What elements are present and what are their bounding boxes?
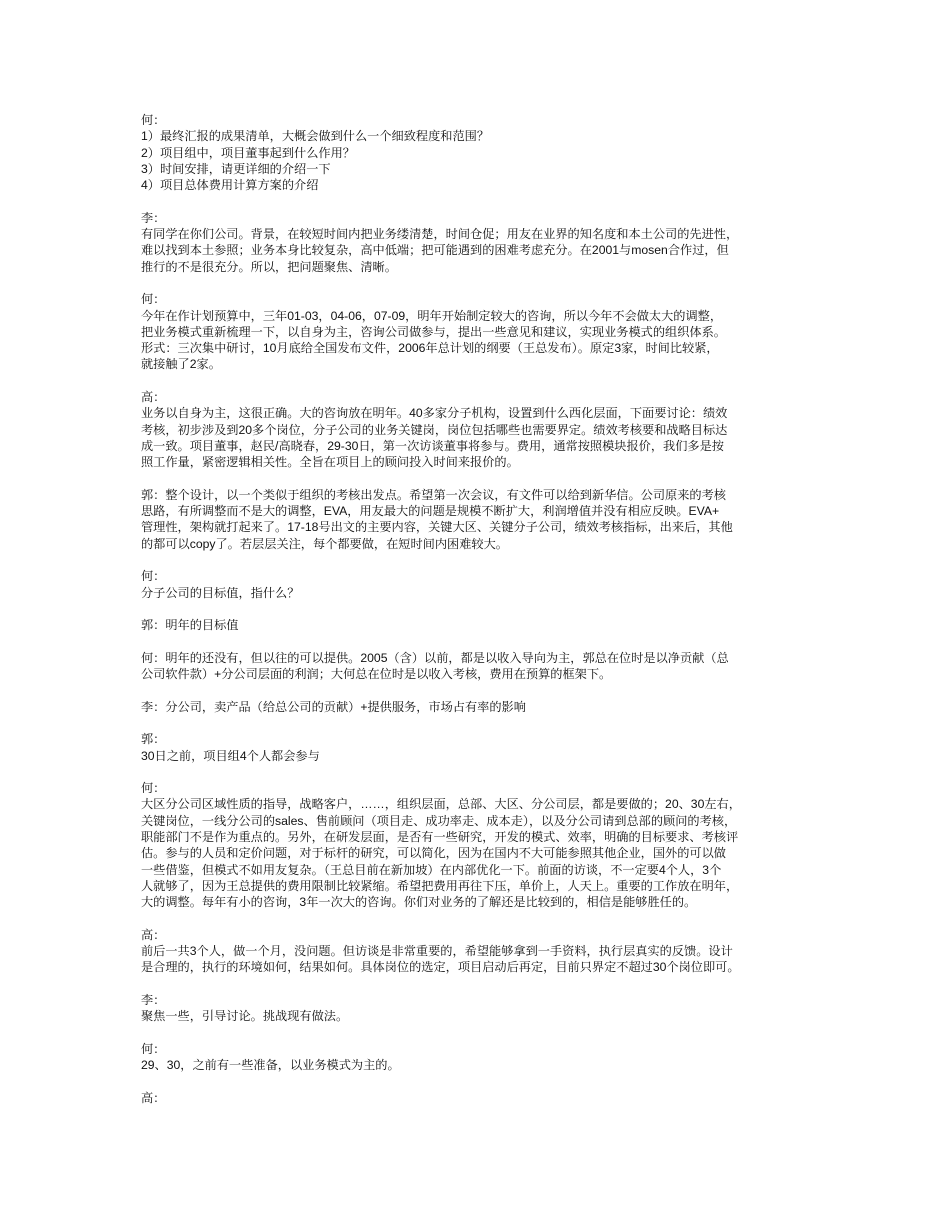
- speaker-label: 高：: [141, 1090, 166, 1105]
- text-line: 郭：整个设计，以一个类似于组织的考核出发点。希望第一次会议，有文件可以给到新华信。公司原来的考核: [141, 487, 726, 502]
- speech-block: [141, 927, 826, 976]
- speaker-label: 何：: [141, 1041, 166, 1056]
- text-line: 3）时间安排，请更详细的介绍一下: [141, 161, 331, 176]
- text-line: 照工作量，紧密逻辑相关性。全旨在项目上的顾问投入时间来报价的。: [141, 455, 519, 470]
- speech-block: [141, 1041, 826, 1074]
- text-line: 一些借鉴，但模式不如用友复杂。（王总目前在新加坡）在内部优化一下。前面的访谈，不一定要4个人，3个: [141, 862, 722, 877]
- speaker-label: 何：: [141, 292, 166, 307]
- text-line: 业务以自身为主，这很正确。大的咨询放在明年。40多家分子机构，设置到什么西化层面，下面要讨论：绩效: [141, 406, 728, 421]
- text-line: 难以找到本土参照；业务本身比较复杂，高中低端；把可能遇到的困难考虑充分。在2001与mosen合作过，但: [141, 243, 729, 258]
- text-line: 就接触了2家。: [141, 357, 221, 372]
- speech-block: [141, 780, 826, 910]
- text-line: 何：明年的还没有，但以往的可以提供。2005（含）以前，都是以收入导向为主，郭总在位时是以净贡献（总: [141, 650, 729, 665]
- text-line: 是合理的，执行的环境如何，结果如何。具体岗位的选定，项目启动后再定，目前只界定不超过30个岗位即可。: [141, 960, 740, 975]
- text-line: 4）项目总体费用计算方案的介绍: [141, 178, 319, 193]
- text-line: 管理性，架构就打起来了。17-18号出文的主要内容，关键大区、关键分子公司，绩效考核指标，出来后，其他: [141, 520, 733, 535]
- speaker-label: 郭：: [141, 732, 166, 747]
- speaker-label: 高：: [141, 390, 166, 405]
- speech-block: [141, 1090, 826, 1106]
- speech-block: [141, 731, 826, 764]
- text-line: 人就够了，因为王总提供的费用限制比较紧缩。希望把费用再往下压，单价上，人天上。重要的工作放在明年，: [141, 878, 739, 893]
- speech-block: [141, 112, 826, 193]
- text-line: 29、30，之前有一些准备，以业务模式为主的。: [141, 1058, 400, 1073]
- speaker-label: 李：: [141, 993, 166, 1008]
- speech-block: [141, 487, 826, 552]
- speaker-label: 何：: [141, 569, 166, 584]
- speaker-label: 李：: [141, 210, 166, 225]
- speech-block: [141, 992, 826, 1025]
- speech-block: [141, 389, 826, 470]
- text-line: 成一致。项目董事，赵民/高晓春，29-30日，第一次访谈董事将参与。费用，通常按照模块报价，我们多是按: [141, 438, 724, 453]
- text-line: 今年在作计划预算中，三年01-03，04-06，07-09，明年开始制定较大的咨询，所以今年不会做太大的调整，: [141, 308, 723, 323]
- text-line: 把业务模式重新梳理一下，以自身为主，咨询公司做参与，提出一些意见和建议，实现业务模式的组织体系。: [141, 324, 726, 339]
- text-line: 的都可以copy了。若层层关注，每个都要做，在短时间内困难较大。: [141, 536, 508, 551]
- text-line: 职能部门不是作为重点的。另外，在研发层面，是否有一些研究，开发的模式、效率，明确的目标要求、考核评: [141, 830, 739, 845]
- text-line: 1）最终汇报的成果清单，大概会做到什么一个细致程度和范围？: [141, 129, 490, 144]
- text-line: 大的调整。每年有小的咨询，3年一次大的咨询。你们对业务的了解还是比较到的，相信是能够胜任的。: [141, 895, 697, 910]
- text-line: 聚焦一些，引导讨论。挑战现有做法。: [141, 1009, 349, 1024]
- text-line: 形式：三次集中研讨，10月底给全国发布文件，2006年总计划的纲要（王总发布）。原定3家，时间比较紧，: [141, 341, 719, 356]
- speaker-label: 何：: [141, 781, 166, 796]
- speech-block: [141, 291, 826, 372]
- speech-block: [141, 699, 826, 715]
- text-line: 推行的不是很充分。所以，把问题聚焦、清晰。: [141, 259, 397, 274]
- speaker-label: 高：: [141, 927, 166, 942]
- text-line: 关键岗位，一线分公司的sales、售前顾问（项目走、成功率走、成本走），以及分公司请到总部的顾问的考核，: [141, 813, 737, 828]
- text-line: 李：分公司，卖产品（给总公司的贡献）+提供服务，市场占有率的影响: [141, 699, 526, 714]
- text-line: 有同学在你们公司。背景，在较短时间内把业务缕清楚，时间仓促；用友在业界的知名度和本土公司的先进性，: [141, 227, 739, 242]
- speech-block: [141, 568, 826, 601]
- text-line: 公司软件款）+分公司层面的利润；大何总在位时是以收入考核，费用在预算的框架下。: [141, 667, 612, 682]
- speaker-label: 何：: [141, 113, 166, 127]
- text-line: 大区分公司区域性质的指导，战略客户，……，组织层面，总部、大区、分公司层，都是要做的；20、30左右，: [141, 797, 741, 812]
- meeting-transcript: [141, 112, 826, 1122]
- speech-block: [141, 617, 826, 633]
- speech-block: [141, 210, 826, 275]
- speech-block: [141, 650, 826, 683]
- text-line: 估。参与的人员和定价问题，对于标杆的研究，可以简化，因为在国内不大可能参照其他企业，国外的可以做: [141, 846, 726, 861]
- text-line: 思路，有所调整而不是大的调整，EVA，用友最大的问题是规模不断扩大，利润增值并没有相应反映。EVA+: [141, 504, 720, 519]
- text-line: 前后一共3个人，做一个月，没问题。但访谈是非常重要的，希望能够拿到一手资料，执行层真实的反馈。设计: [141, 944, 733, 959]
- text-line: 考核，初步涉及到20多个岗位，分子公司的业务关键岗，岗位包括哪些也需要界定。绩效考核要和战略目标达: [141, 422, 728, 437]
- text-line: 2）项目组中，项目董事起到什么作用？: [141, 145, 355, 160]
- text-line: 郭：明年的目标值: [141, 618, 239, 633]
- text-line: 30日之前，项目组4个人都会参与: [141, 748, 320, 763]
- text-line: 分子公司的目标值，指什么？: [141, 585, 300, 600]
